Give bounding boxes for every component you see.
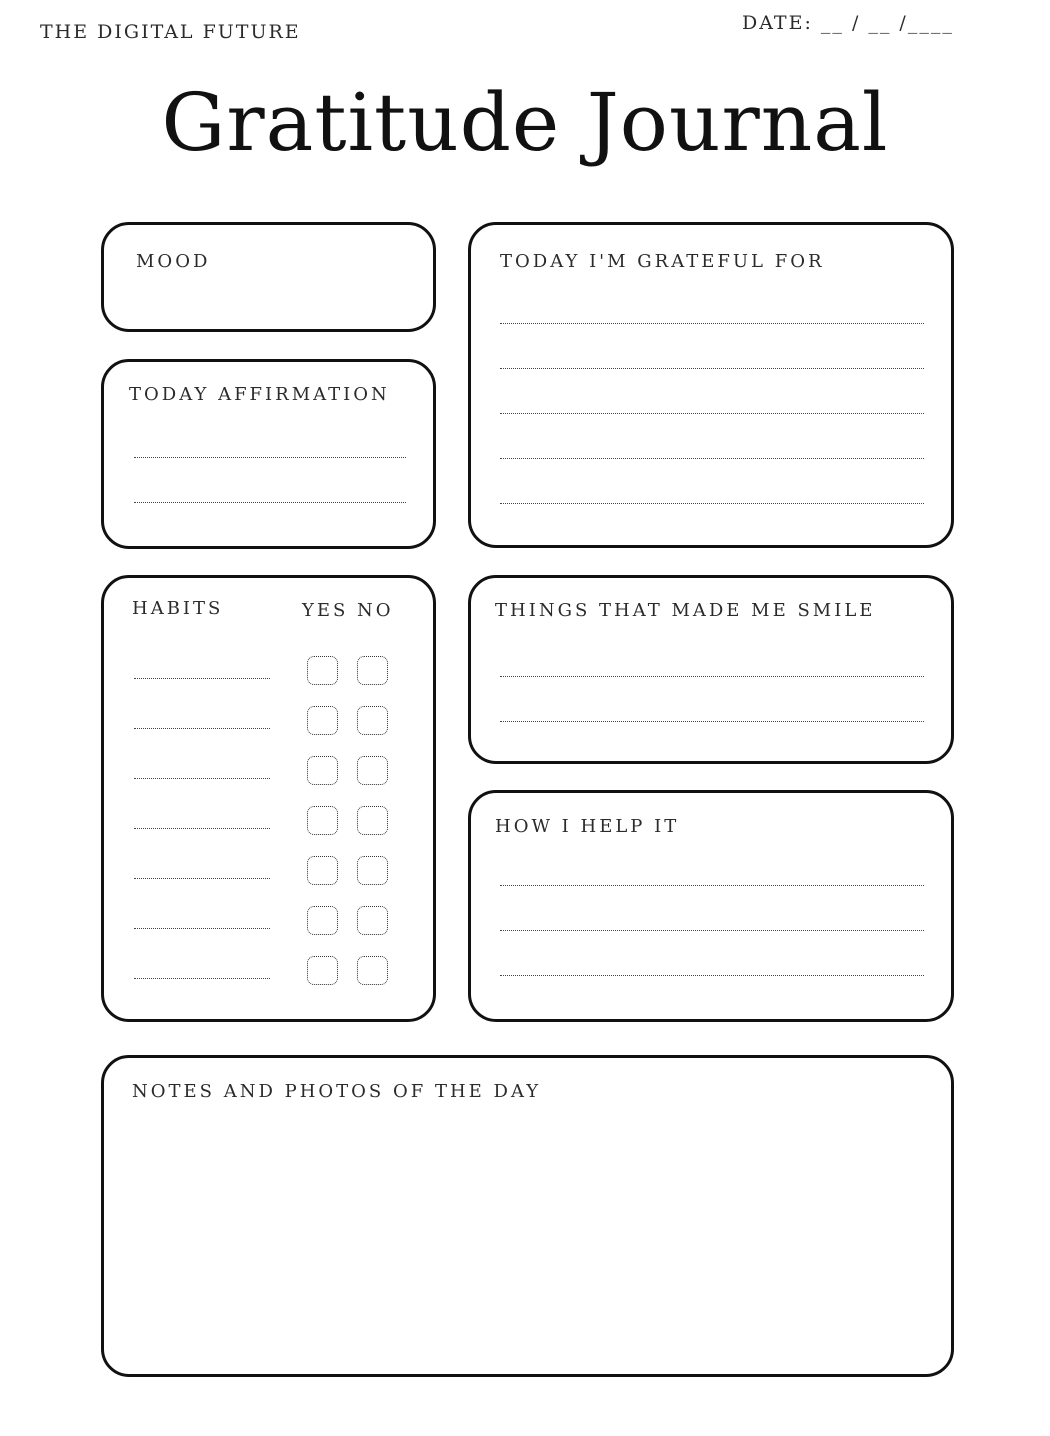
affirmation-line[interactable] (134, 502, 406, 503)
help-line[interactable] (500, 885, 924, 886)
habit-no-checkbox[interactable] (357, 956, 388, 985)
grateful-line[interactable] (500, 458, 924, 459)
habit-line[interactable] (134, 828, 270, 829)
affirmation-box (101, 359, 436, 549)
grateful-line[interactable] (500, 323, 924, 324)
habit-no-checkbox[interactable] (357, 906, 388, 935)
notes-label: NOTES AND PHOTOS OF THE DAY (132, 1081, 542, 1102)
grateful-label: TODAY I'M GRATEFUL FOR (500, 251, 825, 272)
grateful-box (468, 222, 954, 548)
help-line[interactable] (500, 930, 924, 931)
affirmation-label: TODAY AFFIRMATION (129, 384, 390, 405)
habit-no-checkbox[interactable] (357, 706, 388, 735)
help-box (468, 790, 954, 1022)
brand-name: THE DIGITAL FUTURE (40, 21, 301, 43)
habits-yes-label: YES (302, 600, 349, 621)
mood-box[interactable] (101, 222, 436, 332)
grateful-line[interactable] (500, 368, 924, 369)
habit-line[interactable] (134, 678, 270, 679)
habit-no-checkbox[interactable] (357, 756, 388, 785)
habit-yes-checkbox[interactable] (307, 656, 338, 685)
grateful-line[interactable] (500, 503, 924, 504)
habit-line[interactable] (134, 928, 270, 929)
page-title: Gratitude Journal (161, 76, 889, 169)
habits-box (101, 575, 436, 1022)
smile-line[interactable] (500, 721, 924, 722)
habit-no-checkbox[interactable] (357, 806, 388, 835)
help-line[interactable] (500, 975, 924, 976)
habit-yes-checkbox[interactable] (307, 906, 338, 935)
habit-no-checkbox[interactable] (357, 856, 388, 885)
habit-yes-checkbox[interactable] (307, 756, 338, 785)
mood-label: MOOD (136, 251, 211, 272)
habit-yes-checkbox[interactable] (307, 806, 338, 835)
notes-box[interactable] (101, 1055, 954, 1377)
smile-label: THINGS THAT MADE ME SMILE (495, 600, 876, 621)
habits-no-label: NO (357, 600, 394, 621)
grateful-line[interactable] (500, 413, 924, 414)
habit-yes-checkbox[interactable] (307, 706, 338, 735)
habit-no-checkbox[interactable] (357, 656, 388, 685)
help-label: HOW I HELP IT (495, 816, 680, 837)
habit-line[interactable] (134, 978, 270, 979)
date-field[interactable]: DATE: __ / __ /____ (742, 12, 954, 34)
affirmation-line[interactable] (134, 457, 406, 458)
habit-line[interactable] (134, 778, 270, 779)
smile-line[interactable] (500, 676, 924, 677)
habits-label: HABITS (132, 598, 224, 619)
habit-yes-checkbox[interactable] (307, 956, 338, 985)
smile-box (468, 575, 954, 764)
habit-yes-checkbox[interactable] (307, 856, 338, 885)
habit-line[interactable] (134, 728, 270, 729)
habit-line[interactable] (134, 878, 270, 879)
